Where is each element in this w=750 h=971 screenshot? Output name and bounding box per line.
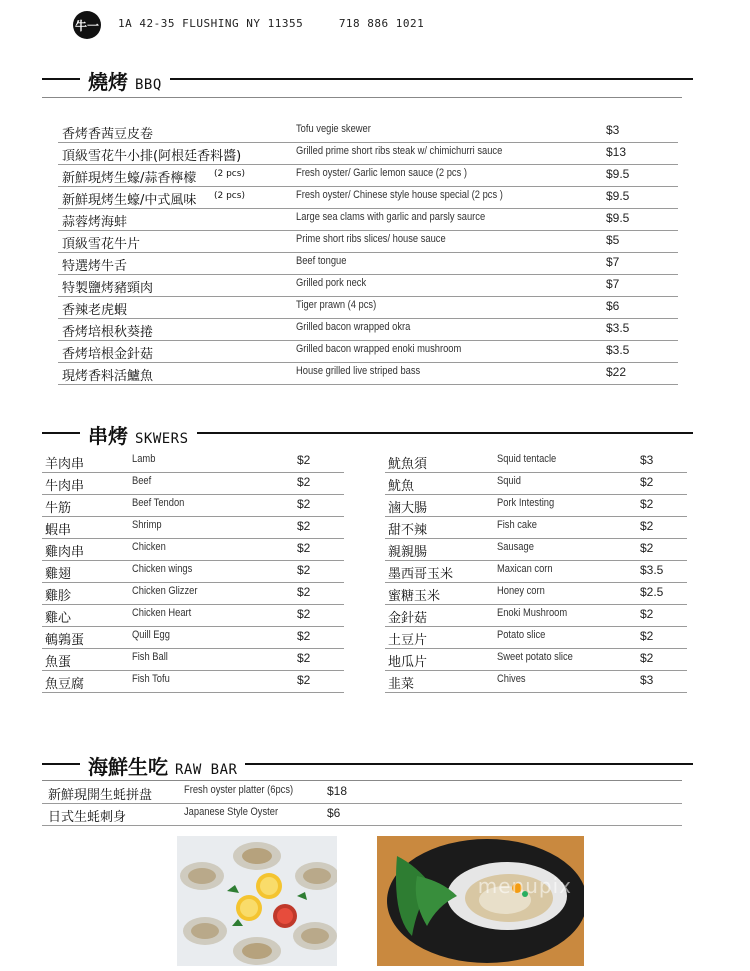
bbq-item-row	[58, 362, 678, 385]
skewer-item-name-zh: 韭菜	[388, 677, 415, 692]
skewer-item-price: $2	[297, 651, 311, 665]
bbq-item-row	[58, 318, 678, 341]
skewer-item-name-zh: 土豆片	[388, 633, 428, 648]
skewer-item-price: $2	[297, 607, 311, 621]
skewer-item-name-zh: 牛肉串	[45, 479, 85, 494]
rawbar-item-name-zh: 新鮮現開生蚝拼盘	[48, 788, 153, 803]
bbq-item-price: $3.5	[606, 321, 630, 335]
skewer-item-row	[42, 604, 344, 627]
bbq-item-price: $6	[606, 299, 620, 313]
skewer-item-price: $2	[640, 541, 654, 555]
skewer-item-price: $2	[297, 673, 311, 687]
skewer-item-row	[385, 538, 687, 561]
skewer-item-row	[385, 472, 687, 495]
skewer-item-name-en: Chicken Glizzer	[132, 585, 198, 597]
skewers-title-zh: 串烤	[88, 424, 128, 448]
bbq-item-row	[58, 252, 678, 275]
skewer-item-price: $3.5	[640, 563, 664, 577]
skewer-item-price: $2	[640, 519, 654, 533]
skewer-item-row	[42, 670, 344, 693]
skewer-item-name-zh: 鵪鶉蛋	[45, 633, 85, 648]
bbq-item-name-en: House grilled live striped bass	[296, 365, 421, 377]
address-line	[118, 17, 424, 30]
bbq-item-name-en: Beef tongue	[296, 255, 347, 267]
skewer-item-name-en: Enoki Mushroom	[497, 607, 568, 619]
bbq-item-name-en: Tofu vegie skewer	[296, 123, 371, 135]
bbq-item-name-en: Grilled prime short ribs steak w/ chimichurri sauce	[296, 145, 503, 157]
skewer-item-name-zh: 甜不辣	[388, 523, 428, 538]
skewer-item-price: $2	[297, 585, 311, 599]
skewer-item-price: $2	[640, 497, 654, 511]
skewer-item-price: $2	[297, 629, 311, 643]
bbq-title-en: BBQ	[134, 77, 162, 93]
skewer-item-price: $2	[297, 497, 311, 511]
bbq-item-name-en: Prime short ribs slices/ house sauce	[296, 233, 446, 245]
bbq-item-name-zh: 特選烤牛舌	[62, 259, 128, 274]
bbq-item-name-zh: 香烤培根金針菇	[62, 347, 154, 362]
skewer-item-name-zh: 魷魚須	[388, 457, 428, 472]
bbq-item-row	[58, 186, 678, 209]
bbq-item-name-zh: 香辣老虎蝦	[62, 303, 128, 318]
skewer-item-row	[42, 450, 344, 473]
skewer-item-name-zh: 雞胗	[45, 589, 72, 604]
skewer-item-name-en: Fish Tofu	[132, 673, 170, 685]
skewer-item-name-en: Chives	[497, 673, 526, 685]
skewer-item-price: $2	[640, 629, 654, 643]
bbq-item-price: $22	[606, 365, 627, 379]
bbq-item-price: $9.5	[606, 211, 630, 225]
skewer-item-price: $3	[640, 673, 654, 687]
skewer-item-name-en: Squid tentacle	[497, 453, 557, 465]
bbq-item-price: $9.5	[606, 167, 630, 181]
bbq-subrule	[42, 97, 682, 98]
skewer-item-name-en: Honey corn	[497, 585, 545, 597]
bbq-item-name-zh: 現烤香料活鱸魚	[62, 369, 154, 384]
skewers-title-en: SKWERS	[134, 431, 189, 447]
skewer-item-row	[42, 538, 344, 561]
bbq-item-name-zh: 新鮮現烤生蠔/蒜香檸檬	[62, 171, 197, 186]
bbq-item-note: (2 pcs)	[214, 169, 245, 179]
skewer-item-row	[42, 582, 344, 605]
skewer-item-name-zh: 羊肉串	[45, 457, 85, 472]
skewer-item-row	[42, 648, 344, 671]
skewer-item-name-en: Beef Tendon	[132, 497, 185, 509]
oyster-platter-photo	[177, 836, 337, 966]
bbq-item-name-zh: 頂級雪花牛片	[62, 237, 141, 252]
skewer-item-name-en: Sweet potato slice	[497, 651, 573, 663]
skewer-item-price: $2	[640, 651, 654, 665]
skewer-item-name-en: Chicken wings	[132, 563, 193, 575]
bbq-item-name-zh: 蒜蓉烤海蚌	[62, 215, 128, 230]
bbq-item-name-zh: 新鮮現烤生蠔/中式風味	[62, 193, 197, 208]
watermark: menupix	[477, 874, 572, 898]
skewer-item-name-en: Quill Egg	[132, 629, 170, 641]
skewer-item-name-en: Fish Ball	[132, 651, 168, 663]
bbq-item-name-en: Grilled pork neck	[296, 277, 367, 289]
skewer-item-name-en: Maxican corn	[497, 563, 553, 575]
skewer-item-name-en: Beef	[132, 475, 152, 487]
bbq-title-zh: 燒烤	[88, 70, 128, 94]
skewer-item-name-zh: 雞翅	[45, 567, 72, 582]
bbq-item-name-en: Fresh oyster/ Garlic lemon sauce (2 pcs )	[296, 167, 467, 179]
skewer-item-row	[385, 604, 687, 627]
address: 1A 42-35 FLUSHING NY 11355	[118, 17, 304, 30]
skewer-item-name-en: Squid	[497, 475, 521, 487]
skewer-item-name-zh: 蝦串	[45, 523, 72, 538]
skewer-item-name-zh: 雞肉串	[45, 545, 85, 560]
skewer-item-row	[42, 516, 344, 539]
bbq-item-row	[58, 208, 678, 231]
bbq-item-price: $3	[606, 123, 620, 137]
skewer-item-row	[385, 648, 687, 671]
rawbar-section-title	[80, 751, 245, 780]
skewer-item-price: $2	[297, 519, 311, 533]
bbq-item-name-zh: 香烤香茜豆皮卷	[62, 127, 154, 142]
rawbar-item-row	[42, 803, 682, 826]
skewer-item-name-zh: 親親腸	[388, 545, 428, 560]
skewer-item-name-zh: 蜜糖玉米	[388, 589, 441, 604]
bbq-item-name-en: Grilled bacon wrapped enoki mushroom	[296, 343, 462, 355]
bbq-item-price: $5	[606, 233, 620, 247]
bbq-item-price: $7	[606, 277, 620, 291]
skewer-item-name-en: Chicken Heart	[132, 607, 192, 619]
skewer-item-row	[385, 626, 687, 649]
bbq-item-price: $13	[606, 145, 627, 159]
bbq-item-name-zh: 頂級雪花牛小排(阿根廷香料醬)	[62, 149, 242, 164]
skewer-item-name-zh: 牛筋	[45, 501, 72, 516]
skewer-item-row	[385, 560, 687, 583]
skewer-item-price: $2	[640, 607, 654, 621]
bbq-item-note: (2 pcs)	[214, 191, 245, 201]
japanese-oyster-photo	[377, 836, 584, 966]
bbq-item-name-en: Fresh oyster/ Chinese style house special (2 pcs )	[296, 189, 503, 201]
skewer-item-row	[42, 560, 344, 583]
skewer-item-name-zh: 魚豆腐	[45, 677, 85, 692]
skewer-item-row	[385, 450, 687, 473]
skewer-item-name-en: Shrimp	[132, 519, 162, 531]
rawbar-item-name-en: Fresh oyster platter (6pcs)	[184, 784, 294, 796]
skewer-item-name-en: Lamb	[132, 453, 156, 465]
bbq-item-row	[58, 274, 678, 297]
skewer-item-price: $2.5	[640, 585, 664, 599]
bbq-item-price: $3.5	[606, 343, 630, 357]
skewer-item-row	[385, 516, 687, 539]
skewers-section-title	[80, 420, 197, 449]
skewer-item-row	[385, 494, 687, 517]
rawbar-title-zh: 海鮮生吃	[88, 755, 168, 779]
rawbar-item-row	[42, 781, 682, 804]
bbq-item-name-en: Large sea clams with garlic and parsly saurce	[296, 211, 486, 223]
skewer-item-row	[42, 494, 344, 517]
bbq-item-row	[58, 164, 678, 187]
skewer-item-name-zh: 墨西哥玉米	[388, 567, 454, 582]
skewer-item-name-en: Sausage	[497, 541, 534, 553]
rawbar-title-en: RAW BAR	[174, 762, 238, 778]
skewer-item-name-zh: 金針菇	[388, 611, 428, 626]
skewer-item-price: $2	[297, 563, 311, 577]
skewer-item-row	[42, 626, 344, 649]
bbq-item-name-zh: 香烤培根秋葵捲	[62, 325, 154, 340]
skewer-item-name-zh: 魷魚	[388, 479, 415, 494]
skewer-item-price: $2	[297, 541, 311, 555]
bbq-section-title	[80, 66, 170, 95]
bbq-item-row	[58, 296, 678, 319]
rawbar-item-name-zh: 日式生蚝刺身	[48, 810, 127, 825]
bbq-item-price: $7	[606, 255, 620, 269]
rawbar-item-name-en: Japanese Style Oyster	[184, 806, 279, 818]
skewer-item-name-zh: 雞心	[45, 611, 72, 626]
skewer-item-row	[385, 582, 687, 605]
rawbar-item-price: $18	[327, 784, 348, 798]
bbq-item-price: $9.5	[606, 189, 630, 203]
skewer-item-row	[385, 670, 687, 693]
skewer-item-price: $2	[640, 475, 654, 489]
skewer-item-name-zh: 滷大腸	[388, 501, 428, 516]
bbq-item-row	[58, 230, 678, 253]
bbq-item-name-en: Tiger prawn (4 pcs)	[296, 299, 377, 311]
skewer-item-price: $3	[640, 453, 654, 467]
phone: 718 886 1021	[338, 17, 425, 30]
skewer-item-name-zh: 魚蛋	[45, 655, 72, 670]
bbq-item-name-en: Grilled bacon wrapped okra	[296, 321, 411, 333]
bbq-item-row	[58, 142, 678, 165]
bbq-item-row	[58, 120, 678, 143]
bbq-item-name-zh: 特製鹽烤豬頸肉	[62, 281, 154, 296]
skewer-item-row	[42, 472, 344, 495]
skewer-item-name-zh: 地瓜片	[388, 655, 428, 670]
rawbar-item-price: $6	[327, 806, 341, 820]
skewer-item-price: $2	[297, 475, 311, 489]
restaurant-logo: 牛一	[73, 11, 101, 39]
bbq-item-row	[58, 340, 678, 363]
skewer-item-name-en: Chicken	[132, 541, 166, 553]
skewer-item-price: $2	[297, 453, 311, 467]
skewer-item-name-en: Fish cake	[497, 519, 538, 531]
skewer-item-name-en: Potato slice	[497, 629, 546, 641]
skewer-item-name-en: Pork Intesting	[497, 497, 555, 509]
